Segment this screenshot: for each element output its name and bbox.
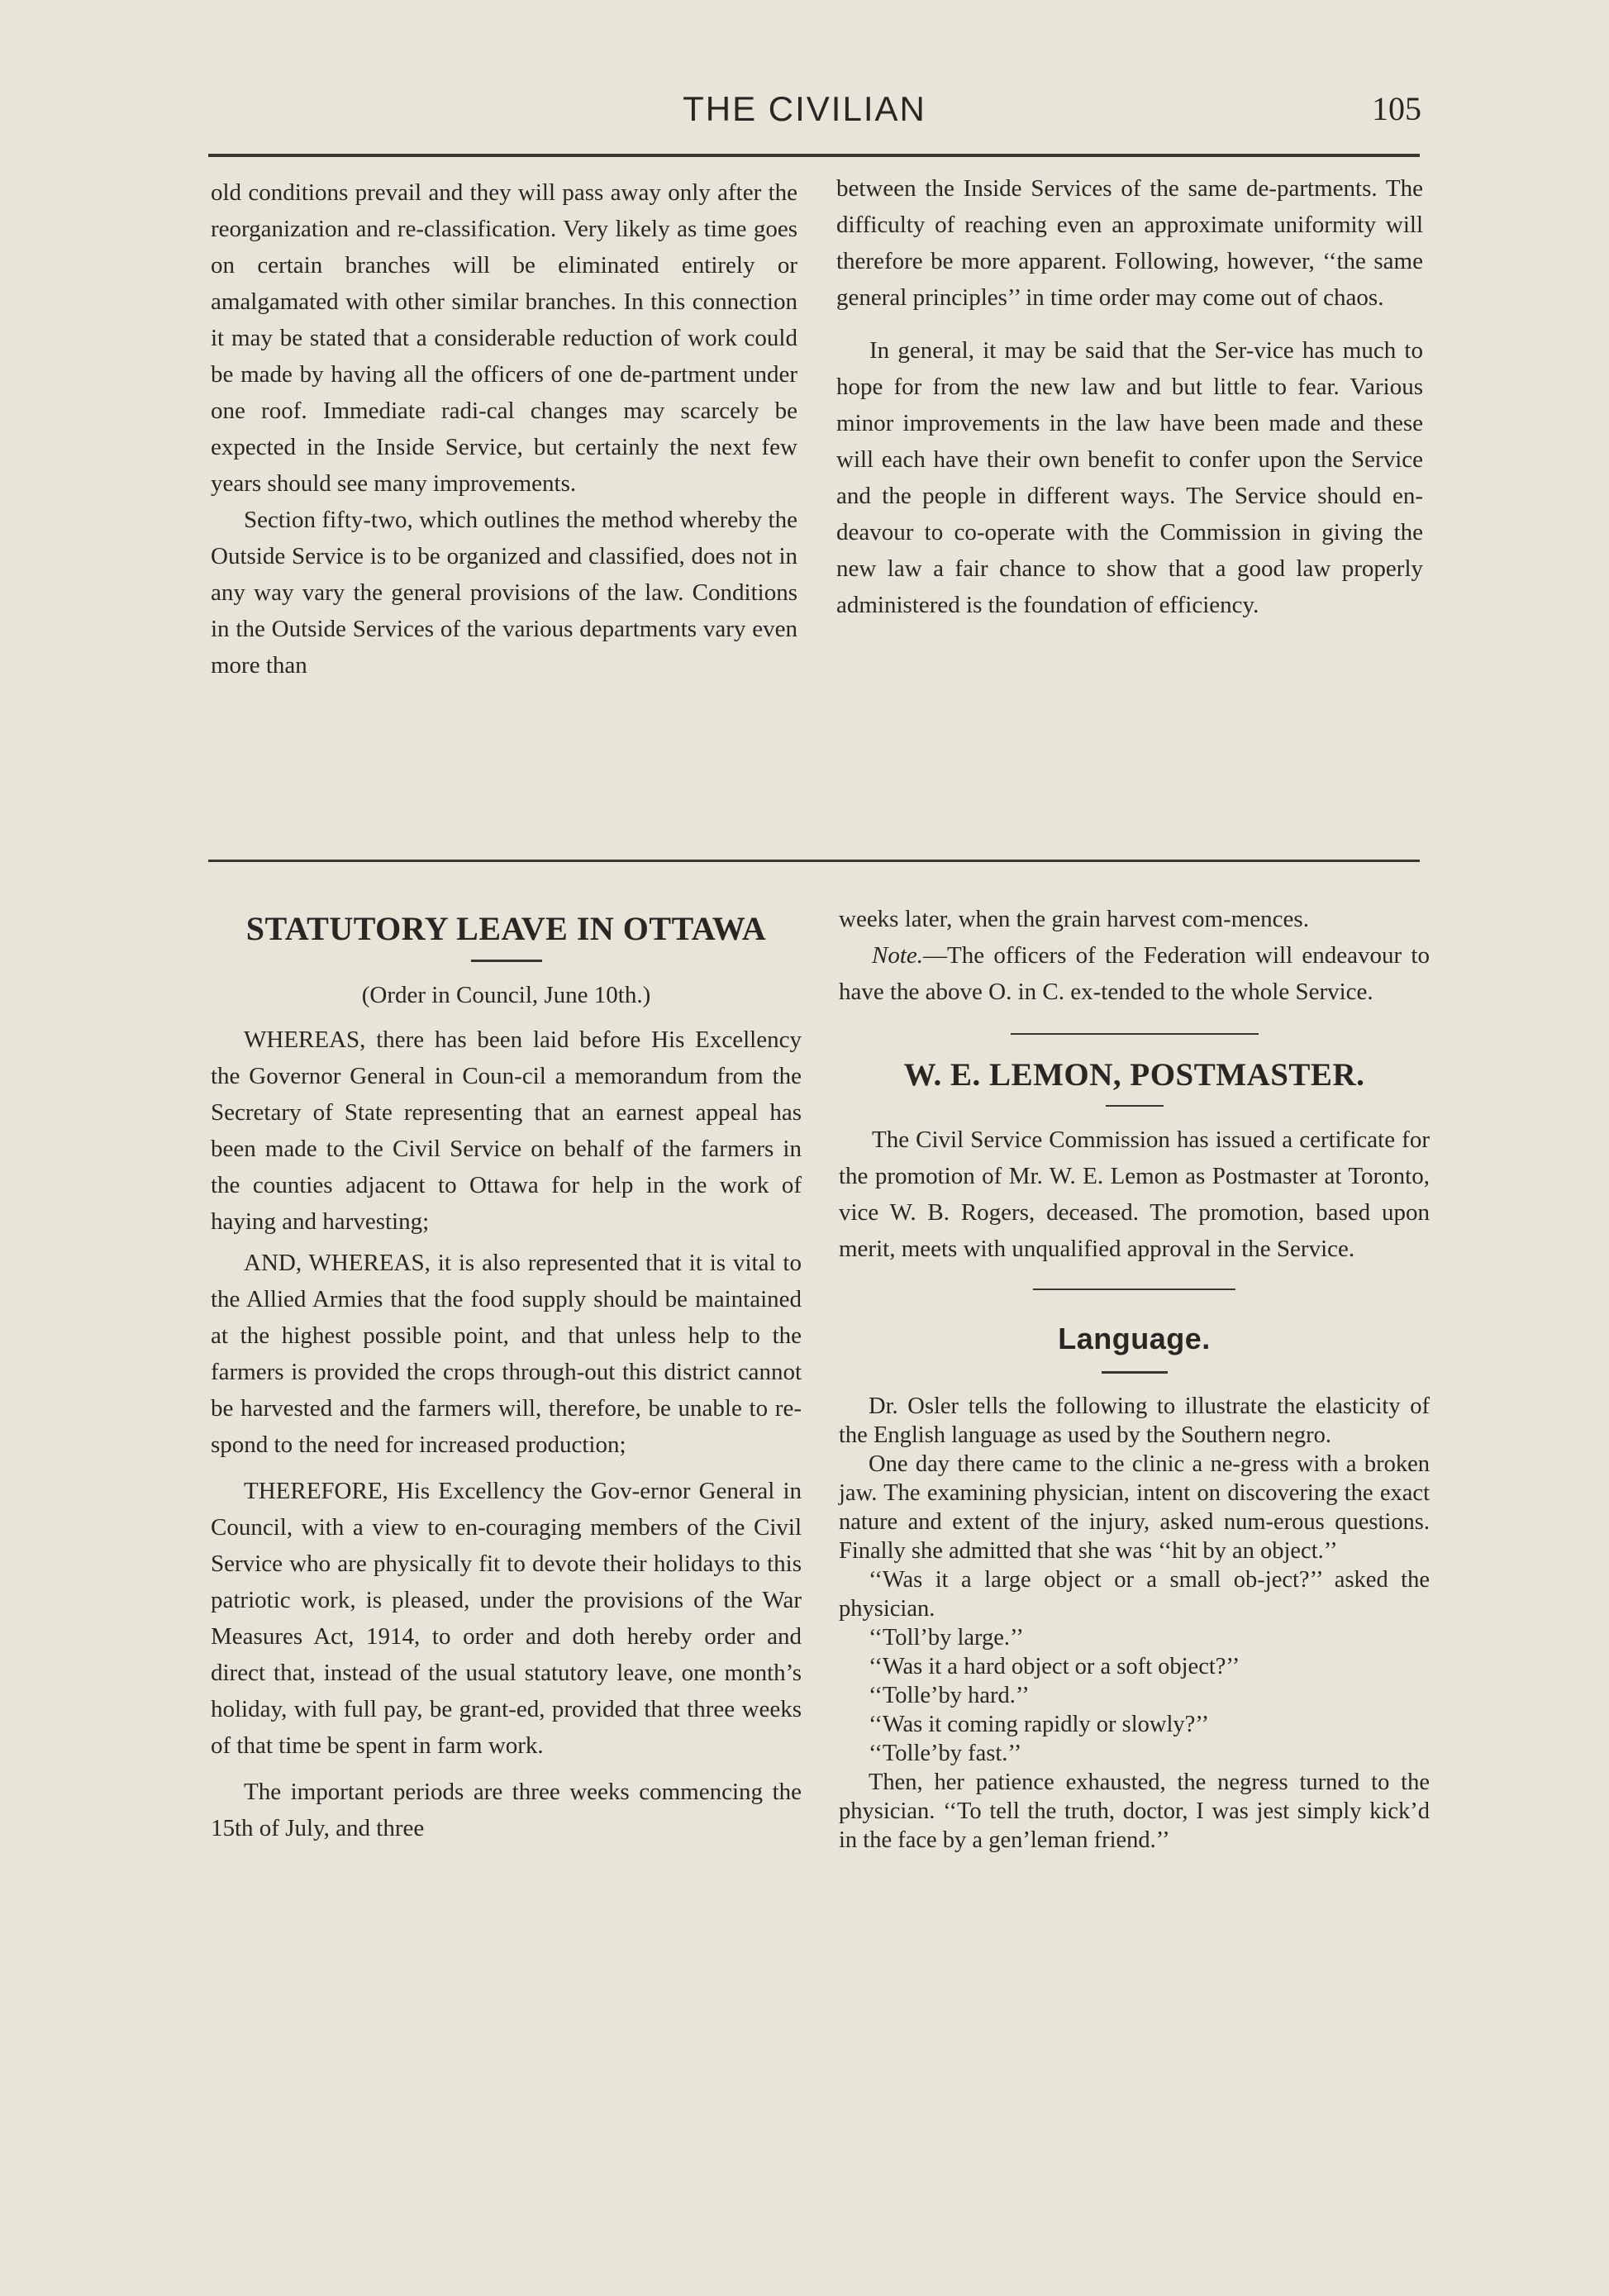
- heading-rule: [1106, 1105, 1164, 1107]
- bottom-right-column: [839, 901, 1430, 1855]
- top-left-column: [211, 174, 797, 684]
- article-paragraph: One day there came to the clinic a ne-gress with a broken jaw. The examining physician, intent on discovering the exact nature and extent of the injury, asked num-erous questions. Finally she admitted that she was ‘‘hit by an object.’’: [839, 1451, 1430, 1564]
- article-subheading: (Order in Council, June 10th.): [361, 982, 651, 1008]
- article-paragraph: between the Inside Services of the same de-partments. The difficulty of reaching even an approximate uniformity will therefore be more apparent. Following, however, ‘‘the same general principles’’ in time order may come out of chaos.: [836, 175, 1423, 311]
- article-paragraph: Dr. Osler tells the following to illustrate the elasticity of the English language as used by the Southern negro.: [839, 1393, 1430, 1448]
- article-paragraph: WHEREAS, there has been laid before His Excellency the Governor General in Coun-cil a memorandum from the Secretary of State representing that an earnest appeal has been made to the Civil Service on behalf of the farmers in the counties adjacent to Ottawa for help in the work of haying and harvesting;: [211, 1027, 802, 1235]
- dialogue-line: ‘‘Toll’by large.’’: [869, 1625, 1024, 1651]
- article-paragraph: The Civil Service Commission has issued a certificate for the promotion of Mr. W. E. Lemon as Postmaster at Toronto, vice W. B. Rogers, deceased. The promotion, based upon merit, meets with unqualified approval in the Service.: [839, 1127, 1430, 1262]
- section-divider: [208, 860, 1420, 862]
- page-number: 105: [1372, 90, 1421, 127]
- statutory-leave-article: [211, 909, 802, 1846]
- heading-rule: [471, 960, 542, 962]
- note-paragraph: [839, 937, 1430, 1010]
- article-paragraph: old conditions prevail and they will pass away only after the reorganization and re-classification. Very likely as time goes on certain branches will be eliminated entirely or amalgamated with other similar branches. In this connection it may be stated that a considerable reduction of work could be made by having all the officers of one de-partment under one roof. Immediate radi-cal changes may scarcely be expected in the Inside Service, but certainly the next few years should see many improvements.: [211, 179, 797, 497]
- dialogue-line: ‘‘Tolle’by hard.’’: [869, 1683, 1030, 1708]
- dialogue-line: ‘‘Was it a hard object or a soft object?’’: [869, 1654, 1240, 1679]
- article-paragraph: The important periods are three weeks commencing the 15th of July, and three: [211, 1779, 802, 1841]
- article-paragraph: AND, WHEREAS, it is also represented that it is vital to the Allied Armies that the food supply should be maintained at the highest possible point, and that unless help to the farmers is provided the crops through-out this district cannot be harvested and the farmers will, therefore, be unable to re-spond to the need for increased production;: [211, 1250, 802, 1458]
- article-heading: STATUTORY LEAVE IN OTTAWA: [245, 910, 767, 947]
- language-article-body: [839, 1392, 1430, 1855]
- article-separator: [1033, 1289, 1235, 1290]
- article-heading: Language.: [1058, 1322, 1211, 1355]
- article-paragraph: weeks later, when the grain harvest com-mences.: [839, 906, 1309, 932]
- heading-rule: [1102, 1371, 1168, 1374]
- dialogue-line: ‘‘Tolle’by fast.’’: [869, 1741, 1022, 1766]
- article-paragraph: In general, it may be said that the Ser-vice has much to hope for from the new law and but little to fear. Various minor improvements in the law have been made and these will each have their own benefit to confer upon the Service and the people in different ways. The Service should en-deavour to co-operate with the Commission in giving the new law a fair chance to show that a good law properly administered is the foundation of efficiency.: [836, 337, 1423, 618]
- dialogue-line: ‘‘Was it coming rapidly or slowly?’’: [869, 1712, 1210, 1737]
- article-heading: W. E. LEMON, POSTMASTER.: [903, 1057, 1365, 1093]
- note-label: Note.: [872, 942, 924, 969]
- header-rule: [208, 154, 1420, 157]
- note-text: —The officers of the Federation will endeavour to have the above O. in C. ex-tended to the whole Service.: [839, 942, 1430, 1005]
- article-paragraph: Section fifty-two, which outlines the method whereby the Outside Service is to be organized and classified, does not in any way vary the general provisions of the law. Conditions in the Outside Services of the various departments vary even more than: [211, 507, 797, 679]
- article-paragraph: THEREFORE, His Excellency the Gov-ernor General in Council, with a view to en-couraging members of the Civil Service who are physically fit to devote their holidays to this patriotic work, is pleased, under the provisions of the War Measures Act, 1914, to order and doth hereby order and direct that, instead of the usual statutory leave, one month’s holiday, with full pay, be grant-ed, provided that three weeks of that time be spent in farm work.: [211, 1478, 802, 1759]
- dialogue-line: ‘‘Was it a large object or a small ob-ject?’’ asked the physician.: [839, 1567, 1430, 1622]
- top-right-column: [836, 170, 1423, 623]
- running-title: THE CIVILIAN: [683, 89, 926, 128]
- article-paragraph: Then, her patience exhausted, the negress turned to the physician. ‘‘To tell the truth, doctor, I was jest simply kick’d in the face by a gen’leman friend.’’: [839, 1770, 1430, 1853]
- article-separator: [1011, 1033, 1259, 1035]
